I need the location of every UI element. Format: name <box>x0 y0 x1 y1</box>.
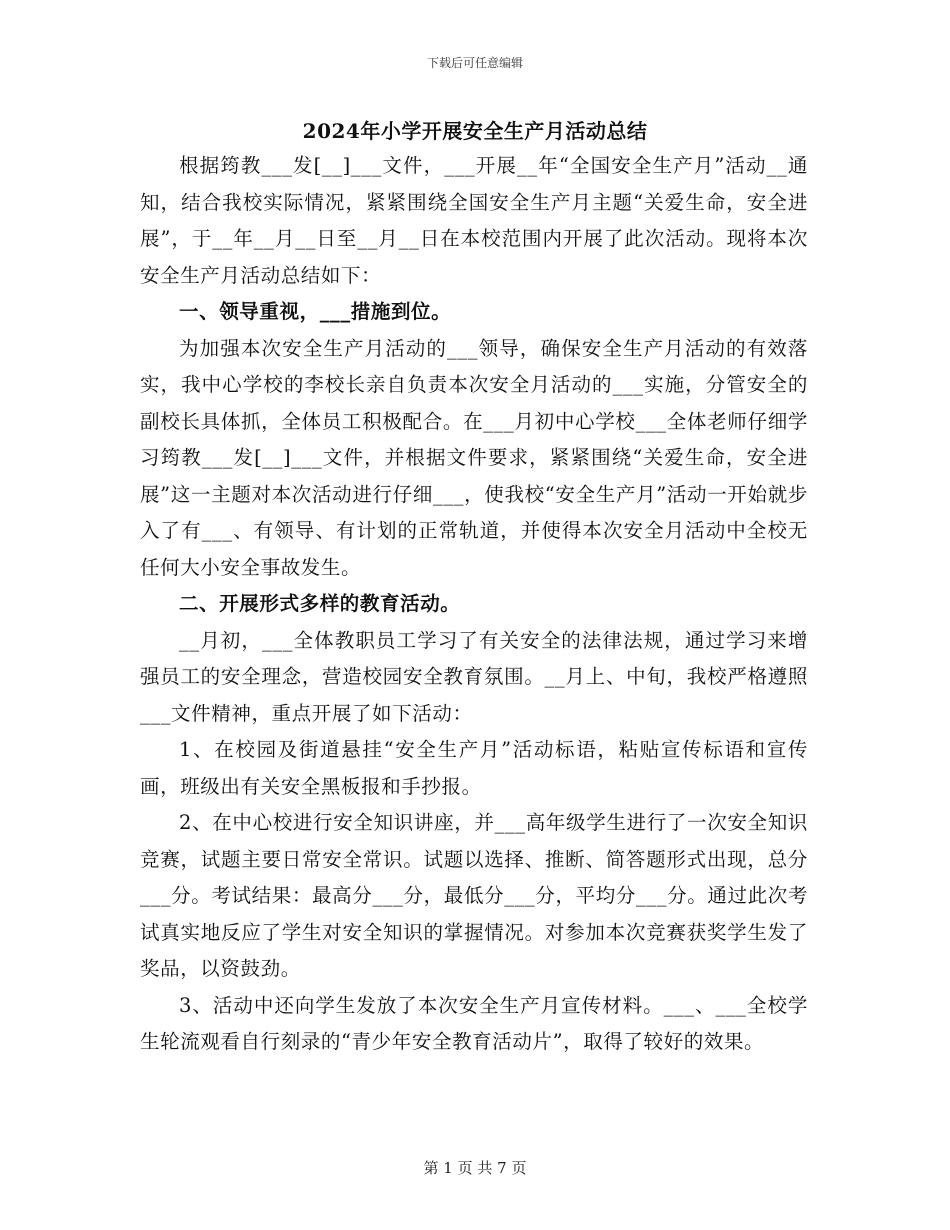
page-header-note: 下载后可任意编辑 <box>426 56 523 70</box>
activity-item-3: 3、活动中还向学生发放了本次安全生产月宣传材料。___、___全校学生轮流观看自行刻录的“青少年安全教育活动片”，取得了较好的效果。 <box>140 993 808 1053</box>
section-heading-1: 一、领导重视，___措施到位。 <box>179 300 452 323</box>
activity-item-2: 2、在中心校进行安全知识讲座，并___高年级学生进行了一次安全知识竞赛，试题主要日常安全常识。试题以选择、推断、简答题形式出现，总分___分。考试结果：最高分___分，最低分___分，平均分___分。通过此次考试真实地反应了学生对安全知识的掌握情况。对参加本次竞赛获奖学生发了奖品，以资鼓劲。 <box>140 811 808 980</box>
activity-item-1: 1、在校园及街道悬挂“安全生产月”活动标语，粘贴宣传标语和宣传画，班级出有关安全黑板报和手抄报。 <box>140 738 808 798</box>
section-heading-2: 二、开展形式多样的教育活动。 <box>179 592 461 615</box>
document-title: 2024年小学开展安全生产月活动总结 <box>302 119 648 143</box>
intro-paragraph: 根据筠教___发[__]___文件，___开展__年“全国安全生产月”活动__通知，结合我校实际情况，紧紧围绕全国安全生产月主题“关爱生命，安全进展”，于__年__月__日至__月__日在本校范围内开展了此次活动。现将本次安全生产月活动总结如下： <box>140 154 808 287</box>
section-2-paragraph: __月初，___全体教职员工学习了有关安全的法律法规，通过学习来增强员工的安全理念，营造校园安全教育氛围。__月上、中旬，我校严格遵照___文件精神，重点开展了如下活动： <box>140 628 808 725</box>
section-1-paragraph: 为加强本次安全生产月活动的___领导，确保安全生产月活动的有效落实，我中心学校的李校长亲自负责本次安全月活动的___实施，分管安全的副校长具体抓，全体员工积极配合。在___月初中心学校___全体老师仔细学习筠教___发[__]___文件，并根据文件要求，紧紧围绕“关爱生命，安全进展”这一主题对本次活动进行仔细___，使我校“安全生产月”活动一开始就步入了有___、有领导、有计划的正常轨道，并使得本次安全月活动中全校无任何大小安全事故发生。 <box>140 336 808 579</box>
document-body <box>140 148 808 1061</box>
page-number-footer: 第 1 页 共 7 页 <box>423 1159 527 1177</box>
